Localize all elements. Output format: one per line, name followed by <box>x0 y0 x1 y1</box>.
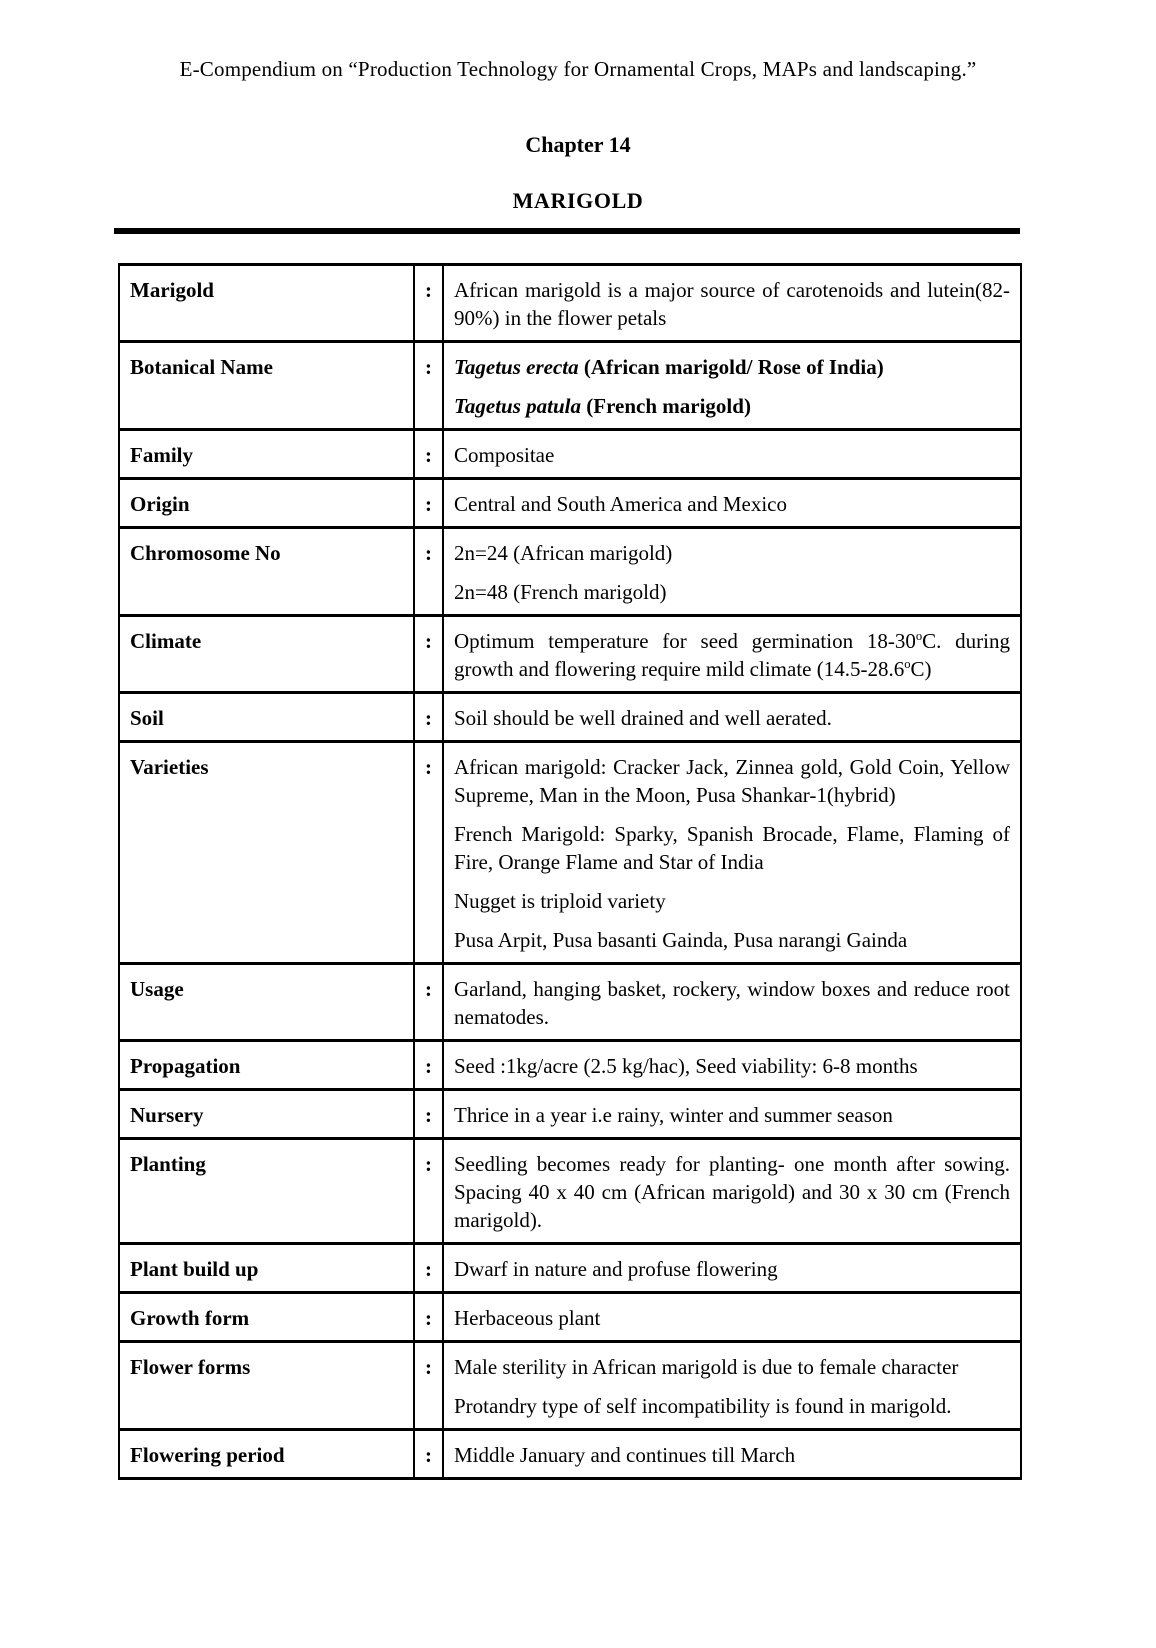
table-row <box>119 742 1021 964</box>
colon-separator: : <box>414 616 443 693</box>
value-paragraph <box>454 392 1010 420</box>
row-label: Varieties <box>119 742 414 964</box>
value-paragraph <box>454 753 1010 809</box>
colon-separator: : <box>414 265 443 342</box>
row-value <box>443 1293 1021 1342</box>
colon-separator: : <box>414 964 443 1041</box>
table-row <box>119 693 1021 742</box>
table-row <box>119 1430 1021 1479</box>
row-value <box>443 693 1021 742</box>
row-value <box>443 964 1021 1041</box>
value-paragraph <box>454 1304 1010 1332</box>
table-row <box>119 1293 1021 1342</box>
value-paragraph <box>454 627 1010 683</box>
value-paragraph <box>454 1392 1010 1420</box>
row-label: Botanical Name <box>119 342 414 430</box>
table-row <box>119 1342 1021 1430</box>
value-text: (French marigold) <box>581 394 751 418</box>
value-text: African marigold: Cracker Jack, Zinnea gold, Gold Coin, Yellow Supreme, Man in the Moon, Pusa Shankar-1(hybrid) <box>454 755 1010 807</box>
table-row <box>119 616 1021 693</box>
row-value <box>443 1430 1021 1479</box>
value-paragraph <box>454 887 1010 915</box>
value-text: Dwarf in nature and profuse flowering <box>454 1257 778 1281</box>
row-label: Plant build up <box>119 1244 414 1293</box>
colon-separator: : <box>414 742 443 964</box>
colon-separator: : <box>414 693 443 742</box>
value-text: Protandry type of self incompatibility is found in marigold. <box>454 1394 952 1418</box>
row-label: Soil <box>119 693 414 742</box>
title-underline-rule <box>114 228 1020 234</box>
row-value <box>443 1244 1021 1293</box>
row-value <box>443 342 1021 430</box>
colon-separator: : <box>414 479 443 528</box>
table-row <box>119 1244 1021 1293</box>
value-paragraph <box>454 1441 1010 1469</box>
row-label: Nursery <box>119 1090 414 1139</box>
colon-separator: : <box>414 430 443 479</box>
value-text: Nugget is triploid variety <box>454 889 666 913</box>
row-label: Propagation <box>119 1041 414 1090</box>
value-text: Thrice in a year i.e rainy, winter and summer season <box>454 1103 893 1127</box>
row-label: Chromosome No <box>119 528 414 616</box>
table-row <box>119 479 1021 528</box>
value-text: 2n=24 (African marigold) <box>454 541 673 565</box>
botanical-name-text: Tagetus patula <box>454 394 582 418</box>
spec-table-body <box>119 265 1021 1479</box>
row-label: Planting <box>119 1139 414 1244</box>
botanical-name-text: Tagetus erecta <box>454 355 579 379</box>
row-value <box>443 430 1021 479</box>
value-paragraph <box>454 276 1010 332</box>
value-text: Compositae <box>454 443 555 467</box>
row-value <box>443 742 1021 964</box>
colon-separator: : <box>414 528 443 616</box>
value-paragraph <box>454 578 1010 606</box>
colon-separator: : <box>414 1090 443 1139</box>
value-paragraph <box>454 490 1010 518</box>
row-value <box>443 1041 1021 1090</box>
value-text: Optimum temperature for seed germination 18-30 <box>454 629 916 653</box>
colon-separator: : <box>414 1293 443 1342</box>
row-label: Origin <box>119 479 414 528</box>
row-label: Flower forms <box>119 1342 414 1430</box>
value-paragraph <box>454 353 1010 381</box>
table-row <box>119 964 1021 1041</box>
value-paragraph <box>454 926 1010 954</box>
row-value <box>443 1139 1021 1244</box>
value-text: o <box>915 629 923 643</box>
value-paragraph <box>454 1150 1010 1234</box>
colon-separator: : <box>414 342 443 430</box>
value-text: C. during growth and flowering require mild climate (14.5-28.6 <box>454 629 1011 681</box>
colon-separator: : <box>414 1041 443 1090</box>
table-row <box>119 342 1021 430</box>
value-paragraph <box>454 1255 1010 1283</box>
value-paragraph <box>454 704 1010 732</box>
value-text: C) <box>910 657 932 681</box>
value-paragraph <box>454 1101 1010 1129</box>
row-label: Family <box>119 430 414 479</box>
row-value <box>443 616 1021 693</box>
value-text: Herbaceous plant <box>454 1306 601 1330</box>
table-row <box>119 1090 1021 1139</box>
value-text: o <box>904 657 911 671</box>
table-row <box>119 528 1021 616</box>
value-text: Middle January and continues till March <box>454 1443 796 1467</box>
row-label: Climate <box>119 616 414 693</box>
page-header: E-Compendium on “Production Technology for Ornamental Crops, MAPs and landscaping.” <box>179 57 977 81</box>
value-text: Male sterility in African marigold is due to female character <box>454 1355 959 1379</box>
value-text: French Marigold: Sparky, Spanish Brocade, Flame, Flaming of Fire, Orange Flame and Star of India <box>454 822 1010 874</box>
table-row <box>119 1041 1021 1090</box>
row-value <box>443 479 1021 528</box>
row-label: Flowering period <box>119 1430 414 1479</box>
table-row <box>119 1139 1021 1244</box>
row-label: Marigold <box>119 265 414 342</box>
row-label: Growth form <box>119 1293 414 1342</box>
value-text: African marigold is a major source of carotenoids and lutein(82-90%) in the flower petals <box>454 278 1010 330</box>
value-paragraph <box>454 1052 1010 1080</box>
chapter-heading: Chapter 14 <box>525 132 631 157</box>
colon-separator: : <box>414 1342 443 1430</box>
value-text: Pusa Arpit, Pusa basanti Gainda, Pusa narangi Gainda <box>454 928 908 952</box>
value-text: Soil should be well drained and well aerated. <box>454 706 832 730</box>
table-row <box>119 430 1021 479</box>
value-text: 2n=48 (French marigold) <box>454 580 667 604</box>
row-value <box>443 1342 1021 1430</box>
value-paragraph <box>454 975 1010 1031</box>
marigold-spec-table <box>118 263 1022 1480</box>
colon-separator: : <box>414 1244 443 1293</box>
value-text: Garland, hanging basket, rockery, window boxes and reduce root nematodes. <box>454 977 1010 1029</box>
value-text: (African marigold/ Rose of India) <box>578 355 884 379</box>
value-paragraph <box>454 820 1010 876</box>
value-paragraph <box>454 441 1010 469</box>
value-paragraph <box>454 1353 1010 1381</box>
row-value <box>443 1090 1021 1139</box>
table-row <box>119 265 1021 342</box>
value-text: Seed :1kg/acre (2.5 kg/hac), Seed viability: 6-8 months <box>454 1054 918 1078</box>
page-title: MARIGOLD <box>512 188 644 213</box>
value-paragraph <box>454 539 1010 567</box>
value-text: Central and South America and Mexico <box>454 492 787 516</box>
colon-separator: : <box>414 1139 443 1244</box>
row-value <box>443 265 1021 342</box>
colon-separator: : <box>414 1430 443 1479</box>
row-value <box>443 528 1021 616</box>
value-text: Seedling becomes ready for planting- one month after sowing. Spacing 40 x 40 cm (African marigold) and 30 x 30 cm (French marigold). <box>454 1152 1010 1232</box>
row-label: Usage <box>119 964 414 1041</box>
